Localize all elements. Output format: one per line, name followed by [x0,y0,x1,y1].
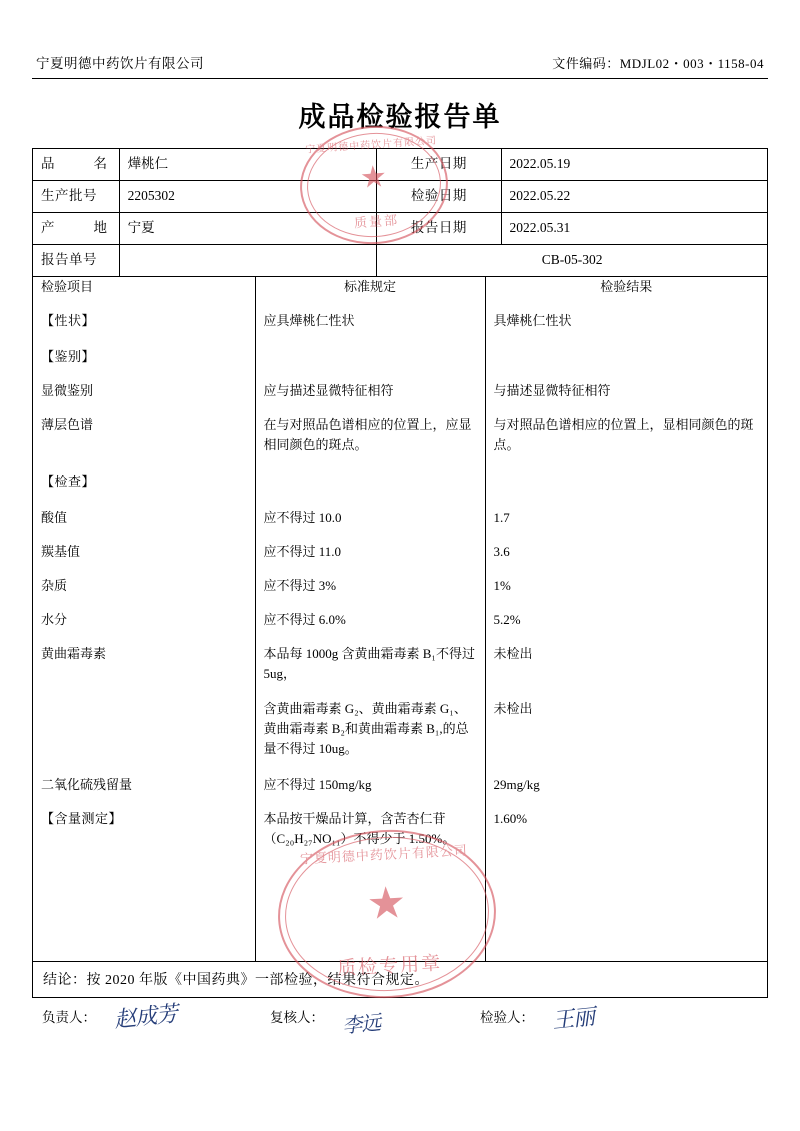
document-code [552,53,764,72]
item-standard: 应不得过 10.0 [255,508,485,528]
column-header-result: 检验结果 [600,278,653,294]
item-result: 未检出 [493,700,533,716]
spacer-row [33,367,767,381]
results-table [32,277,768,963]
item-standard: 应不得过 6.0% [255,610,485,630]
table-row [33,809,767,849]
stamp-sub-text: 质量部 [353,212,400,231]
document-code-label: 文件编码： [552,56,620,71]
item-standard: 应不得过 3% [255,576,485,596]
table-row [33,149,768,181]
item-standard: 应具燁桃仁性状 [255,311,485,331]
spacer-row [33,331,767,347]
item-standard: 应与描述显微特征相符 [255,381,485,401]
spacer-row [33,795,767,809]
report-date-value: 2022.05.31 [501,212,767,244]
item-name: 【含量测定】 [33,809,255,849]
batch-value: 2205302 [119,180,377,212]
item-result: 与对照品色谱相应的位置上，显相同颜色的斑点。 [493,417,754,453]
spacer-row [33,562,767,576]
report-date-label: 报告日期 [377,212,501,244]
item-name: 显微鉴别 [33,381,255,401]
responsible-value: 赵成芳 [113,1002,179,1034]
item-name: 二氧化硫残留量 [33,775,255,795]
item-name [33,699,255,759]
report-no-label: 报告单号 [33,244,120,276]
spacer-row [33,685,767,699]
item-result: 未检出 [493,646,533,662]
item-result: 与描述显微特征相符 [493,383,611,399]
table-row [33,381,767,401]
item-standard: 在与对照品色谱相应的位置上，应显相同颜色的斑点。 [255,415,485,455]
inspector-label: 检验人： [480,1010,534,1026]
item-standard [255,472,485,492]
batch-label: 生产批号 [33,180,120,212]
report-no-spacer [119,244,377,276]
inspect-date-label: 检验日期 [377,180,501,212]
item-result: 5.2% [493,612,521,628]
item-result: 1% [493,577,511,593]
production-date-label: 生产日期 [377,149,501,181]
product-name-value: 燁桃仁 [119,149,377,181]
stamp-arc-text: 宁夏明德中药饮片有限公司 [299,842,469,867]
item-result [485,472,767,492]
table-row [33,644,767,684]
table-row [33,542,767,562]
spacer-row [33,759,767,775]
table-row [33,576,767,596]
item-name: 【检查】 [33,472,255,492]
item-name: 酸值 [33,508,255,528]
spacer-row [33,630,767,644]
table-row [33,699,767,759]
stamp-arc-text: 宁夏明德中药饮片有限公司 [305,135,438,156]
company-name: 宁夏明德中药饮片有限公司 [36,56,204,71]
table-row [33,311,767,331]
item-result: 具燁桃仁性状 [493,312,572,328]
item-name: 薄层色谱 [33,415,255,455]
document-header [32,52,768,79]
table-row [33,472,767,492]
item-standard: 含黄曲霜毒素 G₂、黄曲霜毒素 G₁、黄曲霜毒素 B₂和黄曲霜毒素 B₁,的总量不得过 10ug。 [255,699,485,759]
column-header-standard: 标准规定 [255,277,485,297]
report-no-value: CB-05-302 [377,244,768,276]
spacer-row [33,849,767,961]
table-row [33,212,768,244]
item-standard: 本品按干燥品计算，含苦杏仁苷（C₂₀H₂₇NO₁₁）不得少于 1.50%。 [255,809,485,849]
spacer-row [33,401,767,415]
review-value: 李远 [341,1010,382,1039]
stamp-sub-text: 质检专用章 [336,953,443,980]
responsible-label: 负责人： [42,1010,96,1026]
item-name: 【性状】 [33,311,255,331]
conclusion: 结论：按 2020 年版《中国药典》一部检验，结果符合规定。 [32,962,768,998]
item-name: 【鉴别】 [33,347,255,367]
info-table [32,148,768,277]
spacer-row [33,528,767,542]
spacer-row [33,456,767,472]
table-row [33,610,767,630]
spacer-row [33,596,767,610]
results-header-row [33,277,767,297]
item-standard: 应不得过 11.0 [255,542,485,562]
column-header-item: 检验项目 [33,277,255,297]
table-row [33,508,767,528]
item-result: 29mg/kg [493,776,540,792]
table-row [33,347,767,367]
item-standard [255,347,485,367]
origin-value: 宁夏 [119,212,377,244]
item-result: 3.6 [493,543,510,559]
production-date-value: 2022.05.19 [501,149,767,181]
product-name-label: 品 名 [33,149,120,181]
review-signature [270,1006,480,1039]
item-result: 1.60% [493,811,528,827]
table-row [33,775,767,795]
item-name: 杂质 [33,576,255,596]
item-name: 羰基值 [33,542,255,562]
table-row [33,415,767,455]
inspector-value: 王丽 [551,1005,596,1035]
spacer-row [33,297,767,311]
page-title: 成品检验报告单 [298,102,502,132]
document-code-value: MDJL02・003・1158-04 [619,56,764,71]
table-row [33,244,768,276]
item-result [485,347,767,367]
responsible-signature [42,1002,270,1034]
star-icon: ★ [358,160,389,196]
spacer-row [33,492,767,508]
star-icon: ★ [365,878,408,930]
table-row [33,180,768,212]
review-label: 复核人： [270,1010,324,1026]
item-name: 水分 [33,610,255,630]
item-standard: 本品每 1000g 含黄曲霜毒素 B₁不得过 5ug， [255,644,485,684]
inspect-date-value: 2022.05.22 [501,180,767,212]
signature-row [32,998,768,1039]
inspector-signature [480,1005,680,1035]
item-standard: 应不得过 150mg/kg [255,775,485,795]
item-result: 1.7 [493,509,510,525]
origin-label: 产 地 [33,212,120,244]
item-name: 黄曲霜毒素 [33,644,255,684]
